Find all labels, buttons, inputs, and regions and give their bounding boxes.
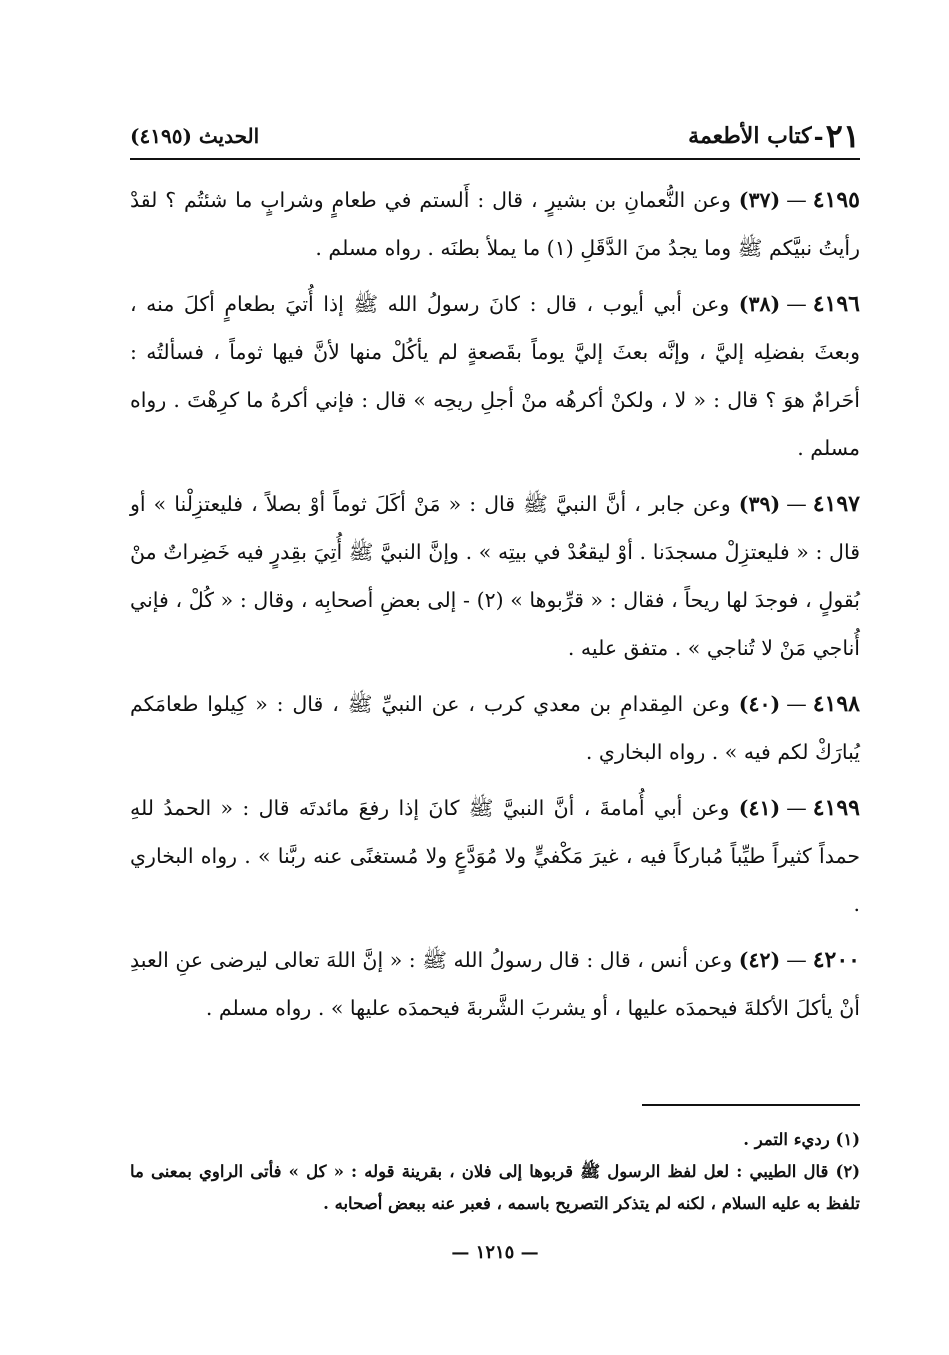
hadith-item: ٤١٩٦—(٣٨) وعن أبي أيوب ، قال : كانَ رسولُ الله ﷺ إذا أُتيَ بطعامٍ أكلَ منه ، وبعثَ بفضلِه إليَّ ، وإنَّه بعثَ إليَّ يوماً بقَصعةٍ لم يأكُلْ منها لأنَّ فيها ثوماً ، فسألتُه : أحَرامٌ هوَ ؟ قال : « لا ، ولكنْ أكرهُه منْ أجلِ ريحِه » قال : فإني أكرهُ ما كرِهْتَ . رواه مسلم . xyxy=(130,291,860,460)
hadith-text: وعن المِقدامِ بن معدي كرب ، عن النبيِّ ﷺ ، قال : « كِيلوا طعامَكم يُبارَكْ لكم فيه » . رواه البخاري . xyxy=(130,692,860,764)
chapter-title: كتاب الأطعمة xyxy=(688,123,812,149)
footnote-2: (٢) قال الطيبي : لعل لفظ الرسول ﷺ قربوها إلى فلان ، بقرينة قوله : « كل » فأتى الراوي بمعنى ما تلفظ به عليه السلام ، لكنه لم يتذكر التصريح باسمه ، فعبر عنه ببعض أصحابه . xyxy=(130,1162,860,1213)
hadith-sub-number: (٣٧) xyxy=(738,188,781,212)
hadith-text: وعن جابر ، أنَّ النبيَّ ﷺ قال : « مَنْ أكَلَ ثوماً أوْ بصلاً ، فليعتزِلْنا » أو قال : « فليعتزِلْ مسجدَنا . أوْ ليقعُدْ في بيتِه » . وإنَّ النبيَّ ﷺ أُتِيَ بقِدرٍ فيه خَضِراتٌ منْ بُقولٍ ، فوجدَ لها ريحاً ، فقال : « قرِّبوها » (٢) - إلى بعضِ أصحابِه ، وقال : « كُلْ ، فإني أُناجي مَنْ لا تُناجي » . متفق عليه . xyxy=(130,492,860,660)
hadith-number: ٤١٩٨ xyxy=(812,691,860,717)
hadith-list xyxy=(130,176,860,1040)
hadith-text: وعن أبي أيوب ، قال : كانَ رسولُ الله ﷺ إذا أُتيَ بطعامٍ أكلَ منه ، وبعثَ بفضلِه إليَّ ، وإنَّه بعثَ إليَّ يوماً بقَصعةٍ لم يأكُلْ منها لأنَّ فيها ثوماً ، فسألتُه : أحَرامٌ هوَ ؟ قال : « لا ، ولكنْ أكرهُه منْ أجلِ ريحِه » قال : فإني أكرهُ ما كرِهْتَ . رواه مسلم . xyxy=(130,292,860,460)
hadith-reference: الحديث (٤١٩٥) xyxy=(130,124,260,148)
page-number: — ١٢١٥ — xyxy=(451,1242,539,1263)
hadith-sub-number: (٤٢) xyxy=(738,948,781,972)
chapter-number: ٢١ xyxy=(825,117,860,155)
page xyxy=(130,100,860,1300)
hadith-item: ٤١٩٧—(٣٩) وعن جابر ، أنَّ النبيَّ ﷺ قال : « مَنْ أكَلَ ثوماً أوْ بصلاً ، فليعتزِلْنا » أو قال : « فليعتزِلْ مسجدَنا . أوْ ليقعُدْ في بيتِه » . وإنَّ النبيَّ ﷺ أُتِيَ بقِدرٍ فيه خَضِراتٌ منْ بُقولٍ ، فوجدَ لها ريحاً ، فقال : « قرِّبوها » (٢) - إلى بعضِ أصحابِه ، وقال : « كُلْ ، فإني أُناجي مَنْ لا تُناجي » . متفق عليه . xyxy=(130,491,860,660)
footnote-1: (١) رديء التمر . xyxy=(743,1130,860,1149)
footnote-rule xyxy=(642,1104,860,1106)
hadith-number: ٤١٩٦ xyxy=(812,291,860,317)
hadith-number: ٤١٩٩ xyxy=(812,795,860,821)
footnotes xyxy=(130,1124,860,1220)
hadith-item: ٤١٩٨—(٤٠) وعن المِقدامِ بن معدي كرب ، عن النبيِّ ﷺ ، قال : « كِيلوا طعامَكم يُبارَكْ لكم فيه » . رواه البخاري . xyxy=(130,691,860,764)
hadith-number: ٤٢٠٠ xyxy=(812,947,860,973)
hadith-number: ٤١٩٧ xyxy=(812,491,860,517)
hadith-sub-number: (٤١) xyxy=(738,796,781,820)
hadith-text: وعن أنس ، قال : قال رسولُ الله ﷺ : « إنَّ اللهَ تعالى ليرضى عنِ العبدِ أنْ يأكلَ الأكلةَ فيحمدَه عليها ، أو يشربَ الشَّربةَ فيحمدَه عليها » . رواه مسلم . xyxy=(130,948,860,1020)
hadith-number: ٤١٩٥ xyxy=(812,187,860,213)
hadith-sub-number: (٣٩) xyxy=(738,492,781,516)
hadith-sub-number: (٤٠) xyxy=(738,692,781,716)
running-header xyxy=(130,114,860,158)
hadith-text: وعن أبي أُمامةَ ، أنَّ النبيَّ ﷺ كانَ إذا رفعَ مائدتَه قال : « الحمدُ للهِ حمداً كثيراً طيِّباً مُباركاً فيه ، غيرَ مَكْفيٍّ ولا مُوَدَّعٍ ولا مُستغنًى عنه ربَّنا » . رواه البخاري . xyxy=(130,796,860,916)
chapter-separator: - xyxy=(813,121,824,151)
header-rule xyxy=(130,158,860,160)
hadith-item: ٤١٩٥—(٣٧) وعن النُّعمانِ بن بشيرٍ ، قال : أَلستم في طعامٍ وشرابٍ ما شئتُم ؟ لقدْ رأيتُ نبيَّكم ﷺ وما يجدُ منَ الدَّقَلِ (١) ما يملأ بطنَه . رواه مسلم . xyxy=(130,187,860,260)
hadith-item: ٤١٩٩—(٤١) وعن أبي أُمامةَ ، أنَّ النبيَّ ﷺ كانَ إذا رفعَ مائدتَه قال : « الحمدُ للهِ حمداً كثيراً طيِّباً مُباركاً فيه ، غيرَ مَكْفيٍّ ولا مُوَدَّعٍ ولا مُستغنًى عنه ربَّنا » . رواه البخاري . xyxy=(130,795,860,916)
chapter-heading xyxy=(688,117,860,155)
hadith-item: ٤٢٠٠—(٤٢) وعن أنس ، قال : قال رسولُ الله ﷺ : « إنَّ اللهَ تعالى ليرضى عنِ العبدِ أنْ يأكلَ الأكلةَ فيحمدَه عليها ، أو يشربَ الشَّربةَ فيحمدَه عليها » . رواه مسلم . xyxy=(130,947,860,1020)
hadith-text: وعن النُّعمانِ بن بشيرٍ ، قال : أَلستم في طعامٍ وشرابٍ ما شئتُم ؟ لقدْ رأيتُ نبيَّكم ﷺ وما يجدُ منَ الدَّقَلِ (١) ما يملأ بطنَه . رواه مسلم . xyxy=(130,188,860,260)
hadith-sub-number: (٣٨) xyxy=(738,292,781,316)
